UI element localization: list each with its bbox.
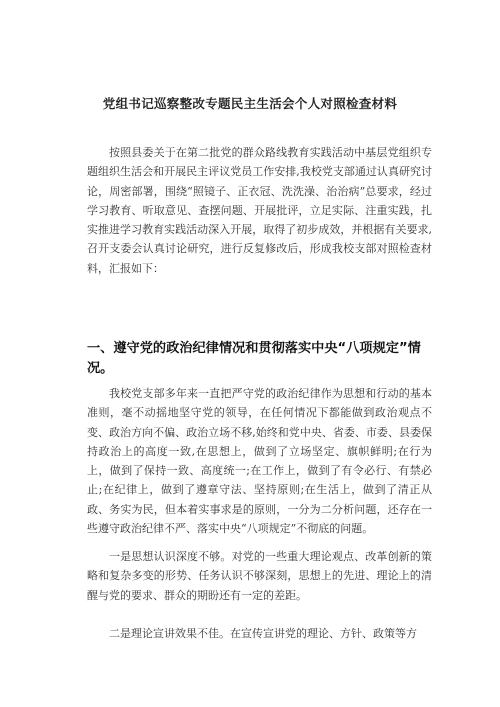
- section-1-paragraph-1: 我校党支部多年来一直把严守党的政治纪律作为思想和行动的基本准则，毫不动摇地坚守党的领导，在任何情况下都能做到政治观点不变、政治方向不偏、政治立场不移,始终和党中央、省委、市委、县委保持政治上的高度一致,在思想上，做到了立场坚定、旗帜鲜明;在行为上，做到了保持一致、高度统一;在工作上，做到了有令必行、有禁必止;在纪律上，做到了遵章守法、坚持原则;在生活上，做到了清正从政、务实为民，但本着实事求是的原则，一分为二分析问题，还存在一些遵守政治纪律不严、落实中央“八项规定”不彻底的问题。: [87, 387, 432, 536]
- section-1-paragraph-2: 一是思想认识深度不够。对党的一些重大理论观点、改革创新的策略和复杂多变的形势、任务认识不够深刻，思想上的先进、理论上的清醒与党的要求、群众的期盼还有一定的差距。: [87, 550, 432, 602]
- intro-paragraph: 按照县委关于在第二批党的群众路线教育实践活动中基层党组织专题组织生活会和开展民主评议党员工作安排,我校党支部通过认真研究讨论，周密部署，围绕“照镜子、正衣冠、洗洗澡、治治病”总要求，经过学习教育、听取意见、查摆问题、开展批评，立足实际、注重实践，扎实推进学习教育实践活动深入开展，取得了初步成效，并根据有关要求,召开支委会认真讨论研究，进行反复修改后，形成我校支部对照检查材料，汇报如下：: [87, 146, 432, 275]
- document-title: 党组书记巡察整改专题民主生活会个人对照检查材料: [102, 96, 398, 111]
- section-1-paragraph-3: 二是理论宣讲效果不佳。在宣传宣讲党的理论、方针、政策等方: [109, 627, 417, 640]
- section-heading-1: 一、遵守党的政治纪律情况和贯彻落实中央“八项规定”情况。: [87, 341, 421, 376]
